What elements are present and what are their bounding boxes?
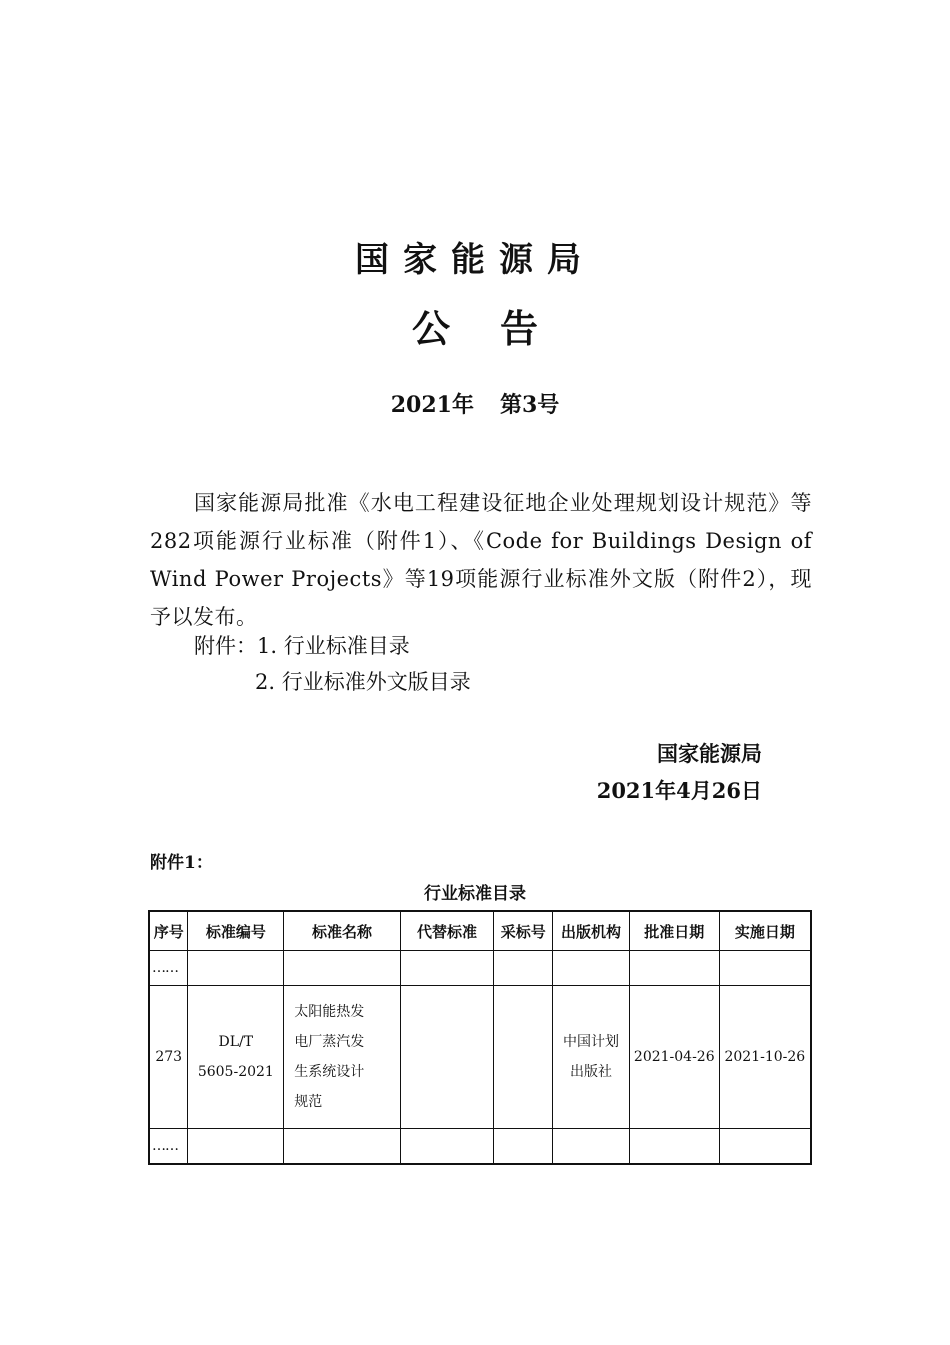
announcement-paragraph: 国家能源局批准《水电工程建设征地企业处理规划设计规范》等282项能源行业标准（附件1）、《Code for Buildings Design of Wind Power Projects》等19项能源行业标准外文版（附件2），现予以发布。 [150,491,812,629]
cell-seq: 273 [149,986,188,1129]
col-header-effective-date: 实施日期 [719,911,811,951]
col-header-name: 标准名称 [284,911,401,951]
col-header-adopted: 采标号 [494,911,553,951]
annex-label: 附件1： [150,853,213,873]
col-header-publisher: 出版机构 [553,911,630,951]
cell-code [188,986,284,1129]
cell-adopted [494,986,553,1129]
cell-name-line4: 规范 [294,1094,323,1110]
table-row [149,951,811,986]
announcement-body [150,484,812,636]
standards-catalog-table [148,910,812,1165]
signature-date: 2021年4月26日 [596,778,762,803]
ellipsis-cell: …… [149,1129,188,1165]
attachment-line-1: 附件：1. 行业标准目录 [194,634,410,658]
cell-name-line1: 太阳能热发 [294,1004,365,1020]
col-header-approval-date: 批准日期 [629,911,719,951]
cell-publisher [553,986,630,1129]
attachment-line-2: 2. 行业标准外文版目录 [255,670,471,694]
table-row [149,1129,811,1165]
cell-replaces [400,986,494,1129]
issue-number [0,388,950,419]
cell-code-line2: 5605-2021 [197,1064,274,1080]
table-row [149,986,811,1129]
cell-name-line2: 电厂蒸汽发 [294,1034,365,1050]
issuer-title: 国家能源局 [355,240,595,280]
cell-effective-date: 2021-10-26 [719,986,811,1129]
ellipsis-cell: …… [149,951,188,986]
signature-org: 国家能源局 [657,741,762,766]
col-header-seq: 序号 [149,911,188,951]
issue-no: 第3号 [499,392,560,418]
table-header-row [149,911,811,951]
cell-name-line3: 生系统设计 [294,1064,365,1080]
table-title: 行业标准目录 [424,884,526,904]
document-type-title: 公告 [411,307,588,351]
cell-approval-date: 2021-04-26 [629,986,719,1129]
issue-year: 2021年 [390,392,474,418]
cell-publisher-line1: 中国计划 [563,1034,620,1050]
cell-publisher-line2: 出版社 [570,1064,613,1080]
cell-name [284,986,401,1129]
col-header-code: 标准编号 [188,911,284,951]
cell-code-line1: DL/T [218,1034,254,1050]
col-header-replaces: 代替标准 [400,911,494,951]
